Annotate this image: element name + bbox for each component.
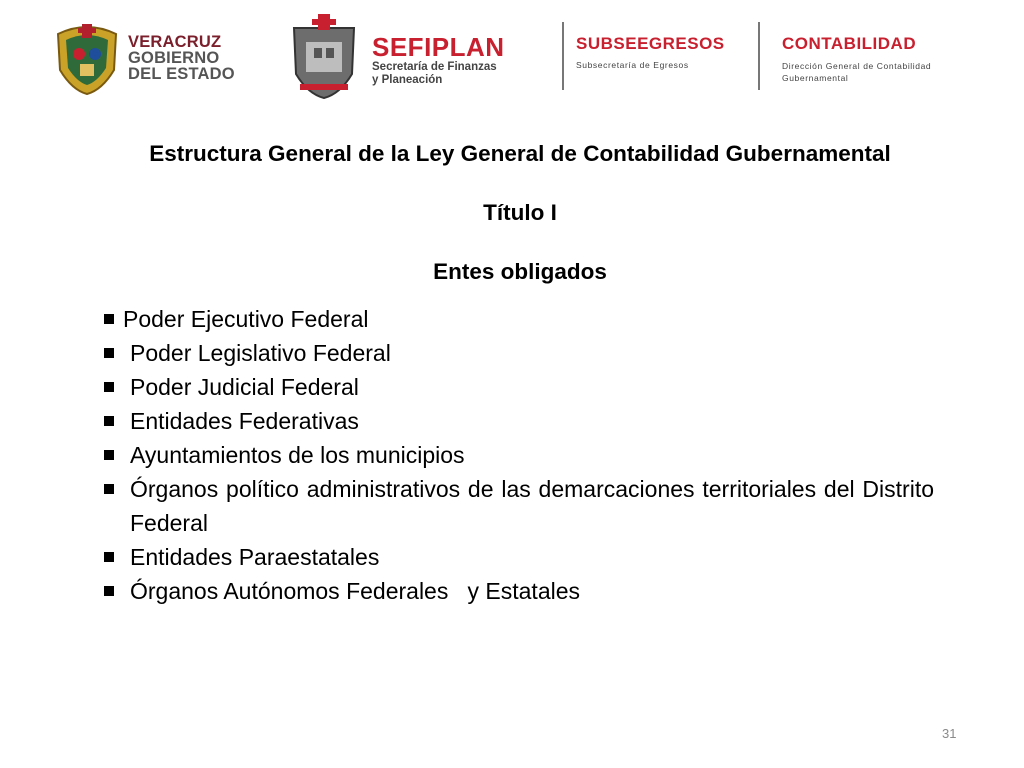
sefiplan-sub-2: y Planeación: [372, 74, 443, 86]
contabilidad-subtitle-1: Dirección General de Contabilidad: [782, 61, 932, 71]
slide-subtitle: Título I: [483, 200, 557, 225]
list-item: Órganos Autónomos Federales y Estatales: [104, 574, 934, 608]
slide-title: Estructura General de la Ley General de Contabilidad Gubernamental: [149, 141, 891, 166]
subseegresos-subtitle: Subsecretaría de Egresos: [576, 60, 689, 70]
header-logos: [0, 0, 1024, 110]
list-item: Órganos político administrativos de las demarcaciones territoriales del Distrito Federal: [104, 472, 934, 540]
list-item: Poder Legislativo Federal: [104, 336, 934, 370]
square-bullet-icon: [104, 348, 114, 358]
square-bullet-icon: [104, 484, 114, 494]
header-divider: [562, 22, 564, 90]
list-item: Poder Judicial Federal: [104, 370, 934, 404]
header-divider: [758, 22, 760, 90]
subseegresos-title: SUBSEEGRESOS: [576, 34, 725, 53]
list-item: Entidades Paraestatales: [104, 540, 934, 574]
contabilidad-logo: [782, 34, 931, 84]
veracruz-word: VERACRUZ: [128, 33, 222, 51]
sefiplan-sub-1: Secretaría de Finanzas: [372, 61, 497, 73]
page-number: 31: [942, 726, 957, 741]
sefiplan-logo: [290, 14, 540, 100]
veracruz-logo: [52, 20, 242, 96]
square-bullet-icon: [104, 416, 114, 426]
sefiplan-shield-icon: [290, 14, 358, 100]
list-item: Ayuntamientos de los municipios: [104, 438, 934, 472]
section-heading: Entes obligados: [433, 259, 607, 284]
contabilidad-title: CONTABILIDAD: [782, 34, 917, 53]
veracruz-seal-icon: [52, 20, 122, 96]
square-bullet-icon: [104, 314, 114, 324]
gobierno-word: GOBIERNO: [128, 49, 220, 67]
list-item: Entidades Federativas: [104, 404, 934, 438]
del-estado-word: DEL ESTADO: [128, 65, 235, 83]
entes-list: [104, 302, 934, 608]
subseegresos-logo: [576, 34, 725, 70]
contabilidad-subtitle-2: Gubernamental: [782, 73, 849, 83]
square-bullet-icon: [104, 382, 114, 392]
square-bullet-icon: [104, 450, 114, 460]
list-item: Poder Ejecutivo Federal: [104, 302, 934, 336]
square-bullet-icon: [104, 586, 114, 596]
sefiplan-name: SEFIPLAN: [372, 32, 505, 62]
square-bullet-icon: [104, 552, 114, 562]
